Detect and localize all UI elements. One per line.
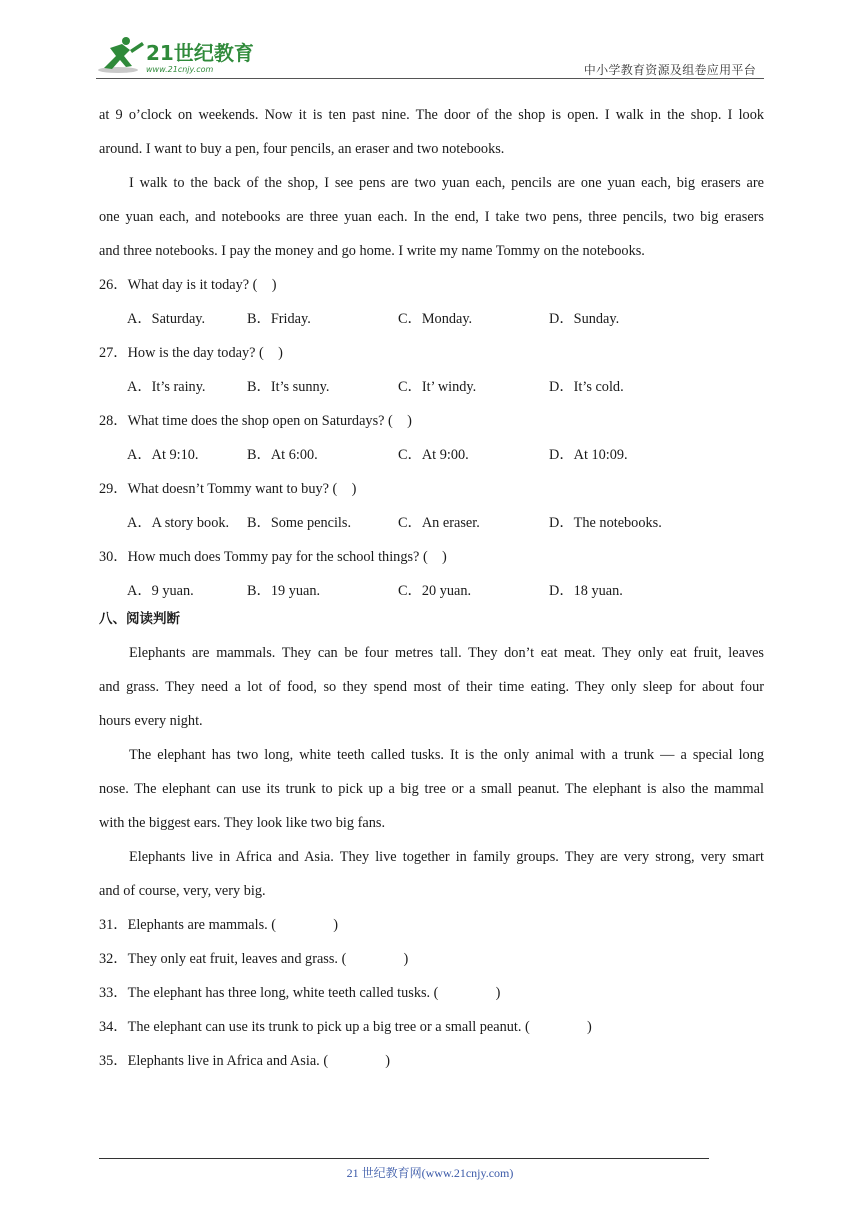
option-d: D．It’s cold. (549, 379, 624, 395)
passage-line: I walk to the back of the shop, I see pens are two yuan each, pencils are one yuan each, big erasers are (129, 175, 764, 191)
passage-2 (99, 636, 764, 908)
passage-line: with the biggest ears. They look like two big fans. (99, 815, 386, 831)
option-d: D．Sunday. (549, 311, 620, 327)
passage-line: around. I want to buy a pen, four pencils, an eraser and two notebooks. (99, 141, 505, 157)
passage-line: Elephants are mammals. They can be four metres tall. They don’t eat meat. They only eat fruit, leaves (129, 645, 764, 661)
passage-line: one yuan each, and notebooks are three yuan each. In the end, I take two pens, three pencils, two big erasers (99, 209, 764, 225)
option-a: A．It’s rainy. (127, 379, 206, 395)
option-d: D．18 yuan. (549, 583, 623, 599)
option-a: A．9 yuan. (127, 583, 194, 599)
passage-1 (99, 98, 764, 268)
runner-logo-icon (96, 36, 266, 76)
passage-line: and grass. They need a lot of food, so they spend most of their time eating. They only sleep for about four (99, 679, 764, 695)
question-28 (99, 404, 764, 472)
judgement-question: 34．The elephant can use its trunk to pick up a big tree or a small peanut. ( ) (99, 1019, 592, 1035)
option-b: B．It’s sunny. (247, 379, 330, 395)
option-c: C．An eraser. (398, 515, 480, 531)
passage-line: nose. The elephant can use its trunk to pick up a big tree or a small peanut. The elephant is also the mammal (99, 781, 764, 797)
option-a: A．At 9:10. (127, 447, 199, 463)
section-heading: 八、阅读判断 (99, 611, 180, 627)
passage-line: and of course, very, very big. (99, 883, 266, 899)
option-c: C．20 yuan. (398, 583, 472, 599)
passage-line: at 9 o’clock on weekends. Now it is ten past nine. The door of the shop is open. I walk in the shop. I look (99, 107, 764, 123)
judgement-question: 32．They only eat fruit, leaves and grass. ( ) (99, 951, 409, 967)
options-row (99, 574, 764, 608)
option-a: A．A story book. (127, 515, 230, 531)
logo-text: 21世纪教育 (146, 41, 254, 65)
passage-line: and three notebooks. I pay the money and go home. I write my name Tommy on the notebooks. (99, 243, 645, 259)
logo-url: www.21cnjy.com (146, 65, 214, 74)
header-divider (96, 78, 764, 79)
site-logo (96, 36, 266, 76)
passage-line: The elephant has two long, white teeth called tusks. It is the only animal with a trunk — a special long (129, 747, 764, 763)
options-row (99, 438, 764, 472)
option-a: A．Saturday. (127, 311, 206, 327)
question-text: 28．What time does the shop open on Saturdays? ( ) (99, 413, 412, 429)
option-d: D．At 10:09. (549, 447, 628, 463)
options-row (99, 506, 764, 540)
header-platform-text: 中小学教育资源及组卷应用平台 (583, 63, 756, 77)
option-b: B．Friday. (247, 311, 311, 327)
page-header (96, 34, 764, 80)
options-row (99, 302, 764, 336)
document-body (99, 98, 764, 1078)
passage-line: hours every night. (99, 713, 203, 729)
option-b: B．19 yuan. (247, 583, 321, 599)
judgement-question: 35．Elephants live in Africa and Asia. ( ) (99, 1053, 391, 1069)
question-27 (99, 336, 764, 404)
option-b: B．At 6:00. (247, 447, 318, 463)
option-c: C．Monday. (398, 311, 473, 327)
judgement-question: 31．Elephants are mammals. ( ) (99, 917, 339, 933)
footer-text: 21 世纪教育网(www.21cnjy.com) (346, 1166, 514, 1180)
options-row (99, 370, 764, 404)
question-29 (99, 472, 764, 540)
question-text: 29．What doesn’t Tommy want to buy? ( ) (99, 481, 357, 497)
judgement-question: 33．The elephant has three long, white teeth called tusks. ( ) (99, 985, 501, 1001)
question-26 (99, 268, 764, 336)
question-30 (99, 540, 764, 608)
option-c: C．It’ windy. (398, 379, 477, 395)
passage-line: Elephants live in Africa and Asia. They live together in family groups. They are very strong, very smart (129, 849, 764, 865)
question-text: 26．What day is it today? ( ) (99, 277, 277, 293)
footer-divider (99, 1158, 709, 1159)
option-b: B．Some pencils. (247, 515, 352, 531)
option-c: C．At 9:00. (398, 447, 469, 463)
question-text: 30．How much does Tommy pay for the school things? ( ) (99, 549, 447, 565)
question-text: 27．How is the day today? ( ) (99, 345, 283, 361)
option-d: D．The notebooks. (549, 515, 662, 531)
